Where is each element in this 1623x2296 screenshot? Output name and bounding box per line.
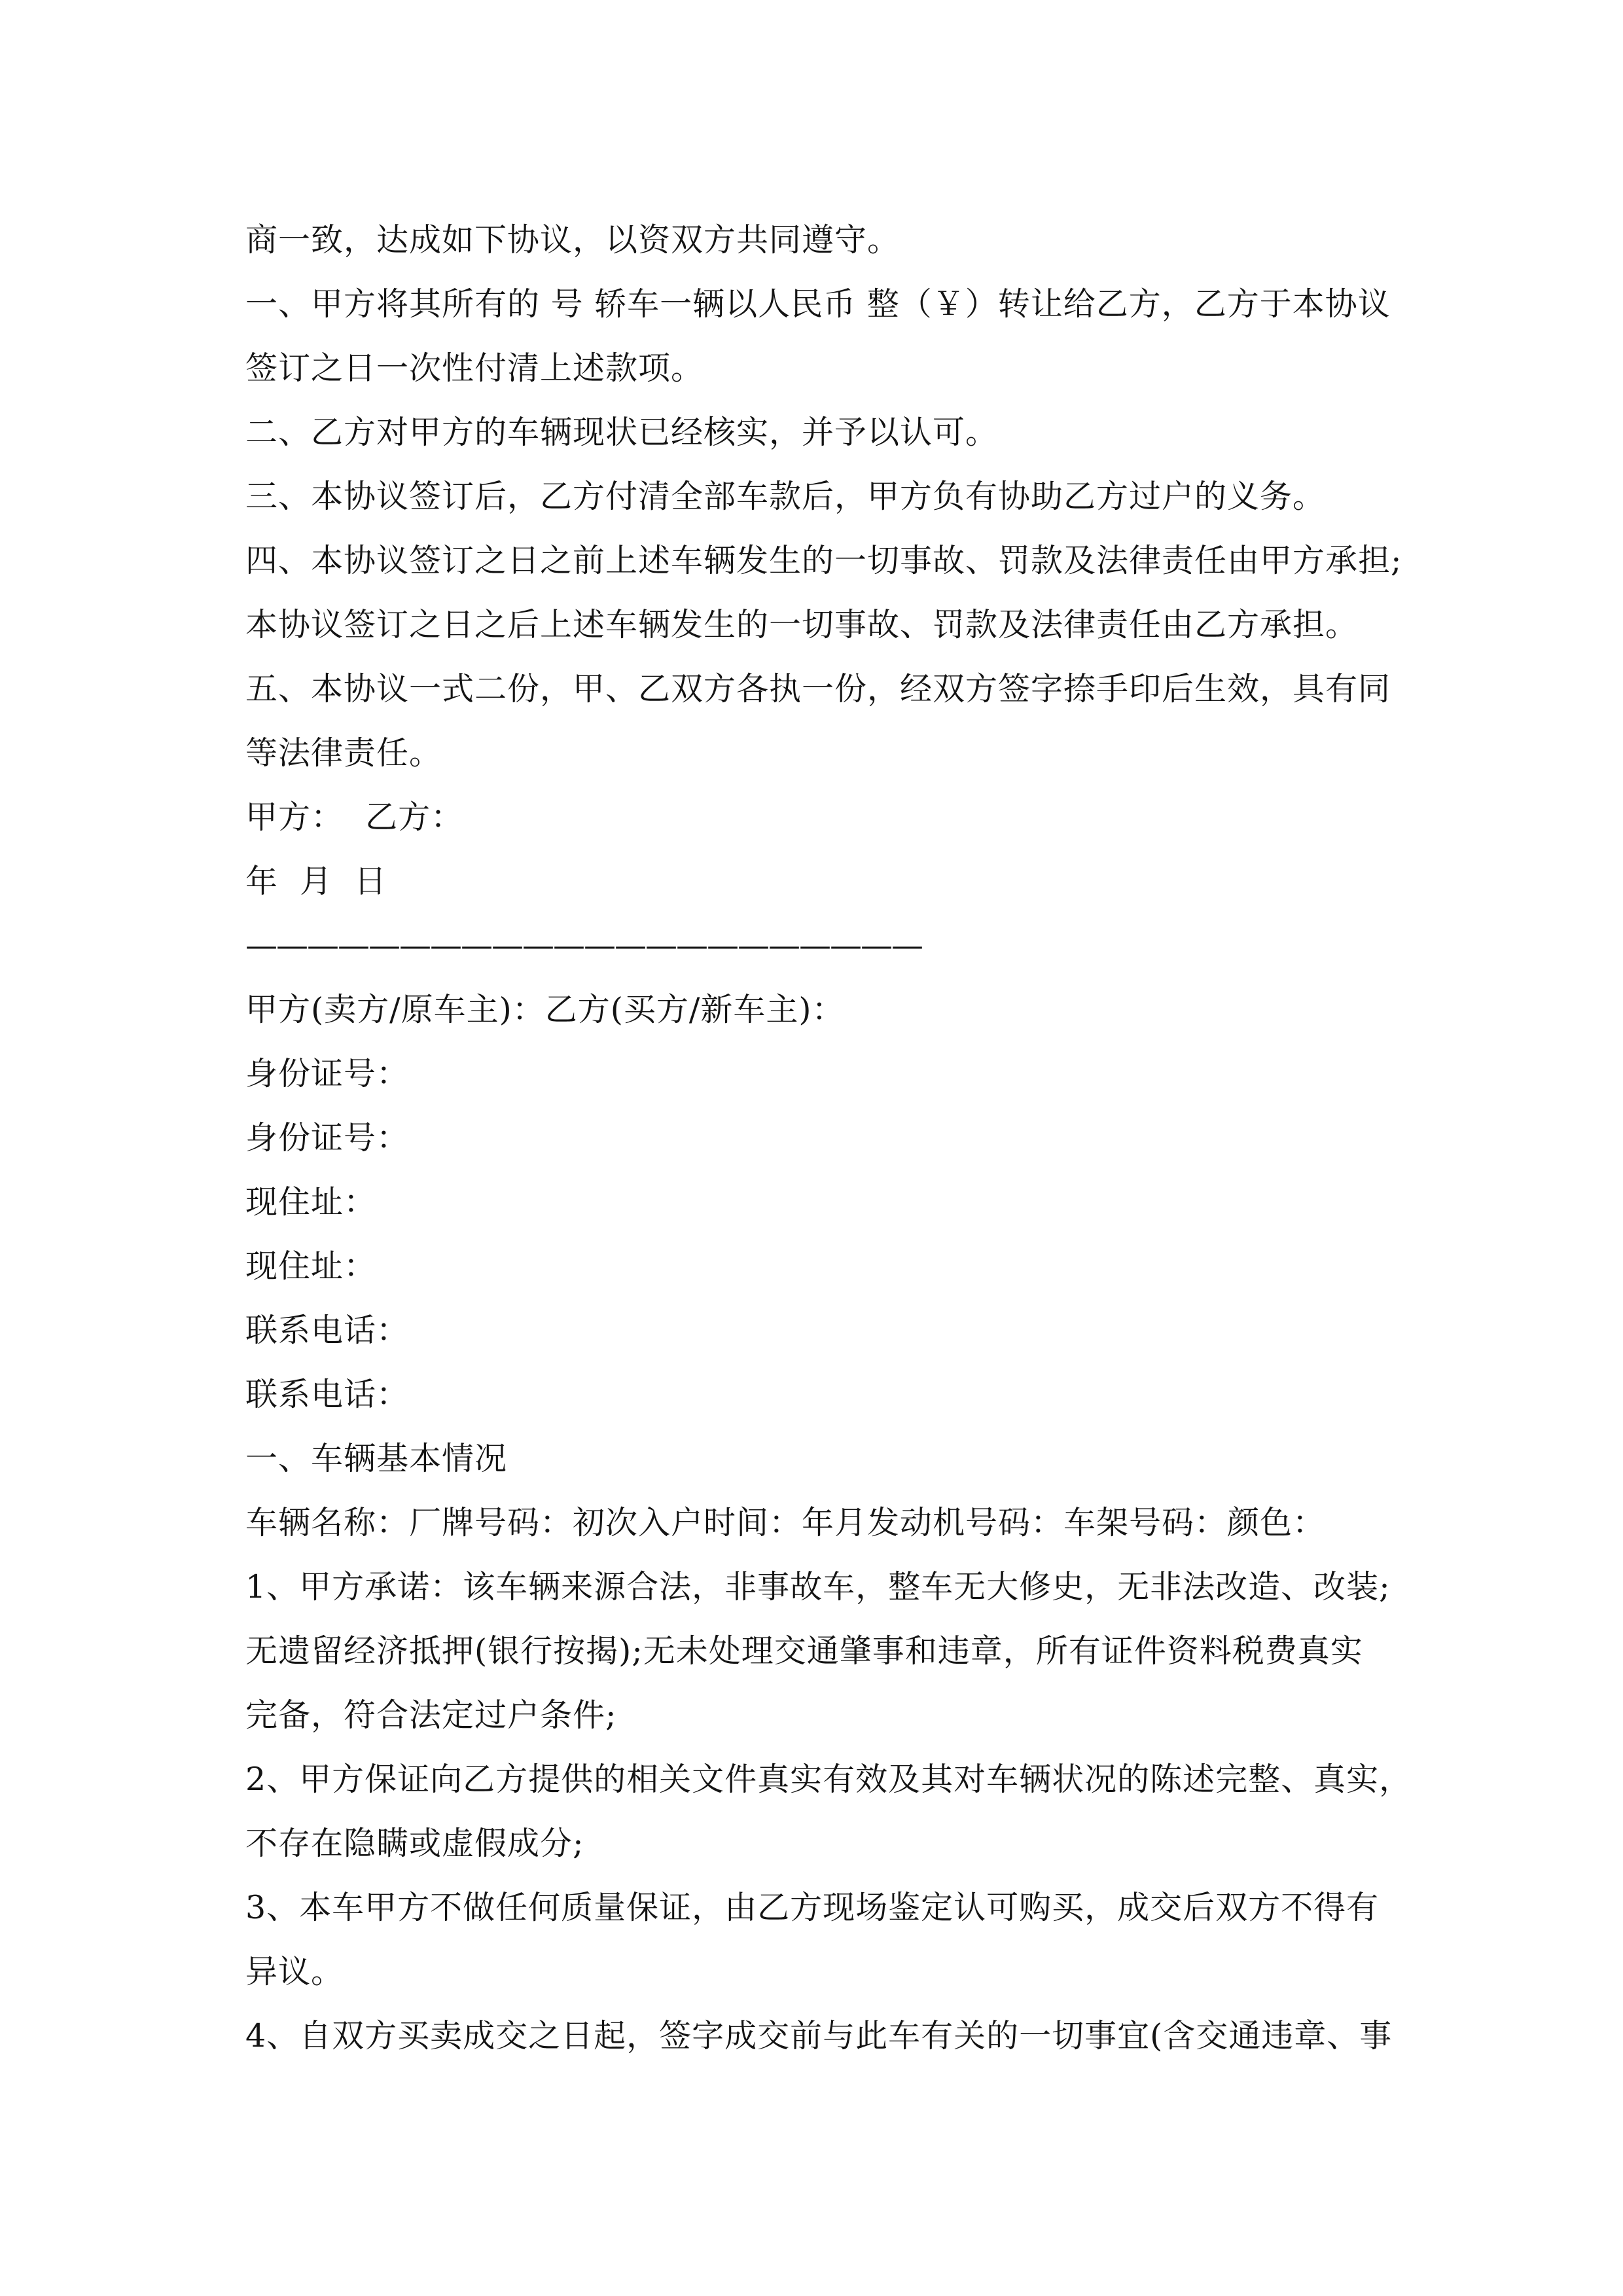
id-number-label: 身份证号： — [245, 1119, 410, 1157]
parties-line: 甲方(卖方/原车主)：乙方(买方/新车主)： — [245, 991, 845, 1028]
separator-rule: —————————————————————— — [245, 927, 922, 964]
id-number-label: 身份证号： — [245, 1055, 410, 1092]
text-line: 3、本车甲方不做任何质量保证，由乙方现场鉴定认可购买，成交后双方不得有 — [245, 1889, 1380, 1926]
text-line: 不存在隐瞒或虚假成分; — [245, 1825, 584, 1862]
text-line: 五、本协议一式二份，甲、乙双方各执一份，经双方签字捺手印后生效，具有同 — [245, 670, 1391, 708]
text-line: 三、本协议签订后，乙方付清全部车款后，甲方负有协助乙方过户的义务。 — [245, 478, 1326, 515]
text-line: 异议。 — [245, 1953, 344, 1990]
text-line: 1、甲方承诺：该车辆来源合法，非事故车，整车无大修史，无非法改造、改装; — [245, 1568, 1391, 1605]
text-line: 2、甲方保证向乙方提供的相关文件真实有效及其对车辆状况的陈述完整、真实， — [245, 1761, 1412, 1798]
text-line: 无遗留经济抵押(银行按揭);无未处理交通肇事和违章，所有证件资料税费真实 — [245, 1632, 1363, 1670]
text-line: 商一致，达成如下协议，以资双方共同遵守。 — [245, 221, 901, 259]
text-line: 一、甲方将其所有的 号 轿车一辆以人民币 整（￥）转让给乙方，乙方于本协议 — [245, 285, 1391, 323]
date-line: 年 月 日 — [245, 863, 387, 900]
text-line: 签订之日一次性付清上述款项。 — [245, 350, 704, 387]
text-line: 四、本协议签订之日之前上述车辆发生的一切事故、罚款及法律责任由甲方承担; — [245, 542, 1402, 579]
phone-label: 联系电话： — [245, 1312, 410, 1349]
text-line: 本协议签订之日之后上述车辆发生的一切事故、罚款及法律责任由乙方承担。 — [245, 606, 1359, 643]
signature-line: 甲方： 乙方： — [245, 798, 464, 836]
phone-label: 联系电话： — [245, 1376, 410, 1413]
vehicle-fields-line: 车辆名称：厂牌号码：初次入户时间：年月发动机号码：车架号码：颜色： — [245, 1504, 1326, 1541]
document-body — [245, 208, 1412, 2068]
section-heading: 一、车辆基本情况 — [245, 1440, 508, 1477]
text-line: 等法律责任。 — [245, 734, 442, 772]
text-line: 完备，符合法定过户条件; — [245, 1696, 617, 1734]
address-label: 现住址： — [245, 1183, 377, 1221]
text-line: 二、乙方对甲方的车辆现状已经核实，并予以认可。 — [245, 414, 999, 451]
text-line: 4、自双方买卖成交之日起，签字成交前与此车有关的一切事宜(含交通违章、事 — [245, 2017, 1393, 2054]
address-label: 现住址： — [245, 1247, 377, 1285]
